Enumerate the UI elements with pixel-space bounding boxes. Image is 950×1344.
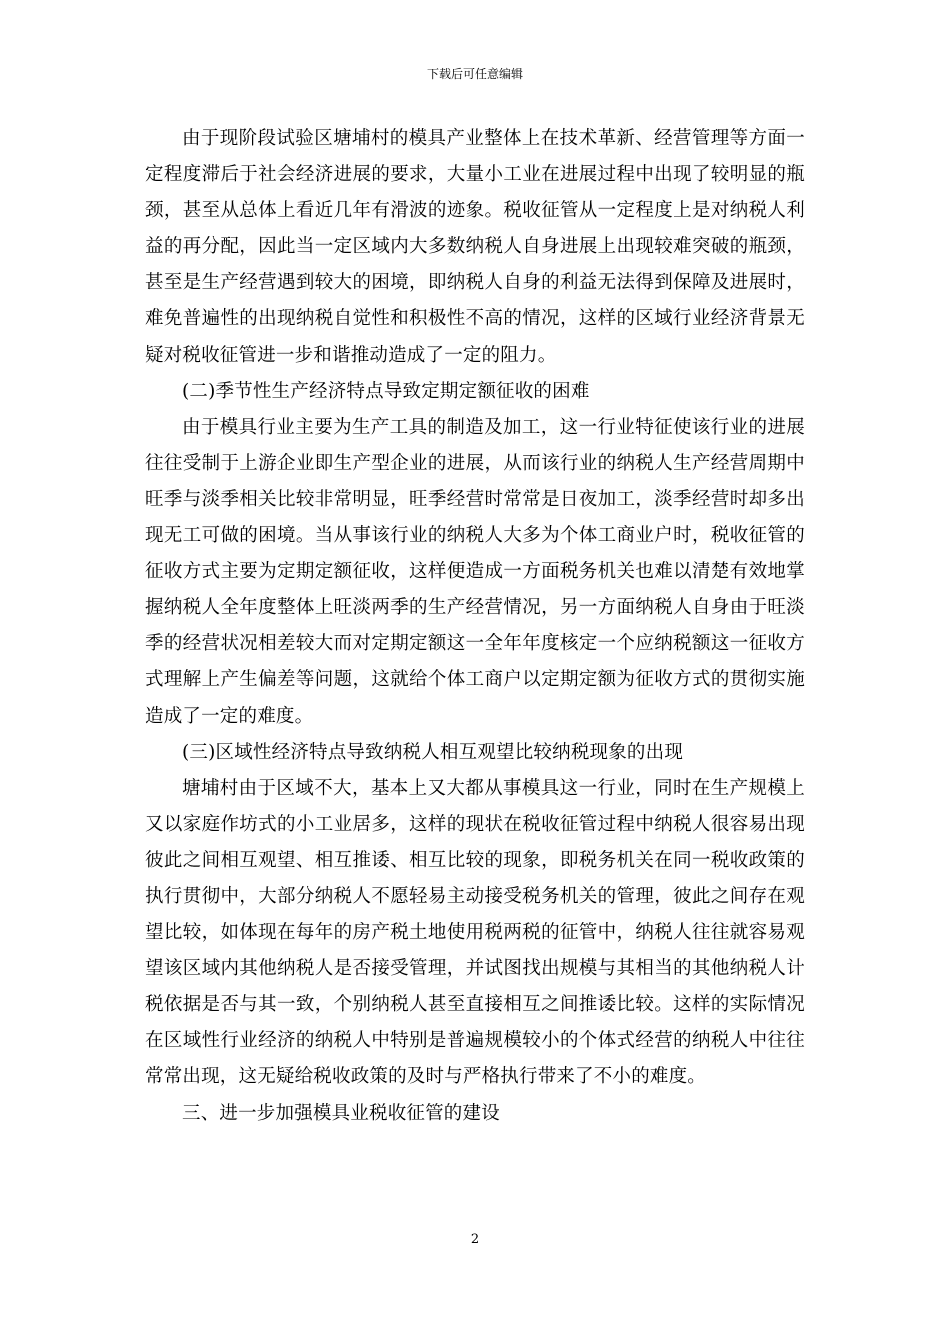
paragraph-seasonal-production: 由于模具行业主要为生产工具的制造及加工，这一行业特征使该行业的进展往往受制于上游企业即生产型企业的进展，从而该行业的纳税人生产经营周期中旺季与淡季相关比较非常明显，旺季经营时常常是日夜加工，淡季经营时却多出现无工可做的困境。当从事该行业的纳税人大多为个体工商业户时，税收征管的征收方式主要为定期定额征收，这样便造成一方面税务机关也难以清楚有效地掌握纳税人全年度整体上旺淡两季的生产经营情况，另一方面纳税人自身由于旺淡季的经营状况相差较大而对定期定额这一全年年度核定一个应纳税额这一征收方式理解上产生偏差等问题，这就给个体工商户以定期定额为征收方式的贯彻实施造成了一定的难度。 — [145, 416, 805, 727]
page-number: 2 — [470, 1232, 480, 1247]
document-body — [145, 121, 805, 1132]
section-heading-regional: (三)区域性经济特点导致纳税人相互观望比较纳税现象的出现 — [182, 741, 684, 763]
page-header: 下载后可任意编辑 — [426, 67, 523, 81]
paragraph-regional-comparison: 塘埔村由于区域不大，基本上又大都从事模具这一行业，同时在生产规模上又以家庭作坊式的小工业居多，这样的现状在税收征管过程中纳税人很容易出现彼此之间相互观望、相互推诿、相互比较的现象，即税务机关在同一税收政策的执行贯彻中，大部分纳税人不愿轻易主动接受税务机关的管理，彼此之间存在观望比较，如体现在每年的房产税土地使用税两税的征管中，纳税人往往就容易观望该区域内其他纳税人是否接受管理，并试图找出规模与其相当的其他纳税人计税依据是否与其一致，个别纳税人甚至直接相互之间推诿比较。这样的实际情况在区域性行业经济的纳税人中特别是普遍规模较小的个体式经营的纳税人中往往常常出现，这无疑给税收政策的及时与严格执行带来了不小的难度。 — [145, 777, 805, 1088]
section-heading-seasonal: (二)季节性生产经济特点导致定期定额征收的困难 — [182, 380, 590, 402]
section-heading-strengthen: 三、进一步加强模具业税收征管的建设 — [182, 1102, 500, 1124]
paragraph-industry-lag: 由于现阶段试验区塘埔村的模具产业整体上在技术革新、经营管理等方面一定程度滞后于社会经济进展的要求，大量小工业在进展过程中出现了较明显的瓶颈，甚至从总体上看近几年有滑波的迹象。税收征管从一定程度上是对纳税人利益的再分配，因此当一定区域内大多数纳税人自身进展上出现较难突破的瓶颈，甚至是生产经营遇到较大的困境，即纳税人自身的利益无法得到保障及进展时，难免普遍性的出现纳税自觉性和积极性不高的情况，这样的区域行业经济背景无疑对税收征管进一步和谐推动造成了一定的阻力。 — [145, 128, 805, 366]
